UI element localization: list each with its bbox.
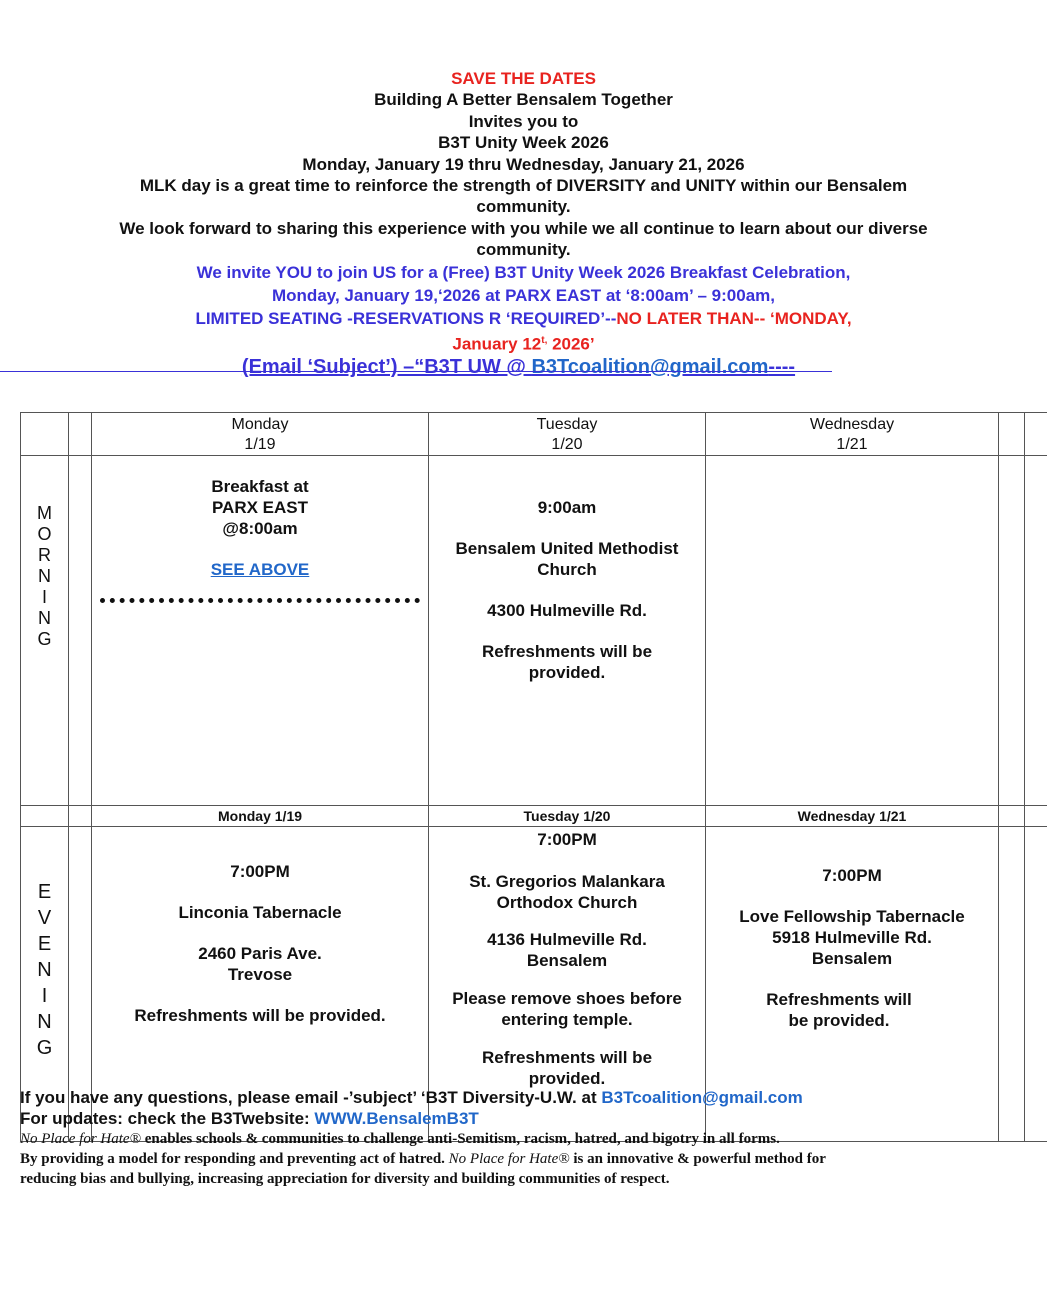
spacer-cell bbox=[1025, 806, 1047, 827]
reservation-line bbox=[0, 307, 1047, 330]
evening-header-row bbox=[21, 806, 1047, 827]
save-the-dates-title: SAVE THE DATES bbox=[451, 69, 596, 88]
morning-wednesday-cell bbox=[706, 456, 999, 806]
day-date: 1/19 bbox=[244, 436, 276, 453]
evening-monday-cell: 7:00PM Linconia Tabernacle 2460 Paris Ave. Trevose Refreshments will be provided. bbox=[92, 827, 429, 1142]
day-header-row bbox=[21, 413, 1047, 456]
deadline-date: January 12 bbox=[452, 334, 542, 354]
see-above-link[interactable]: SEE ABOVE bbox=[210, 560, 310, 579]
invites-text: Invites you to bbox=[468, 111, 579, 131]
day-header-wednesday bbox=[706, 413, 999, 456]
spacer-cell bbox=[999, 413, 1025, 456]
morning-monday-cell: Breakfast at PARX EAST @8:00am SEE ABOVE bbox=[92, 456, 429, 806]
evening-label: E V E N I N G bbox=[21, 827, 69, 1142]
share-line-1: We look forward to sharing this experience with you while we all continue to learn about our diverse bbox=[119, 218, 928, 238]
email-prefix: (Email ‘Subject’) –“B3T UW @ bbox=[241, 355, 532, 378]
spacer-cell bbox=[69, 456, 92, 806]
email-suffix: ---- bbox=[768, 355, 796, 378]
updates-line: For updates: check the B3Twebsite: WWW.BensalemB3T bbox=[20, 1109, 479, 1128]
day-name: Monday bbox=[231, 416, 289, 433]
questions-email-link[interactable]: B3Tcoalition@gmail.com bbox=[601, 1088, 803, 1107]
questions-line: If you have any questions, please email -’subject’ ‘B3T Diversity-U.W. at B3Tcoalition@gmail.com bbox=[20, 1088, 803, 1107]
header-underline bbox=[0, 371, 832, 372]
day-date: 1/21 bbox=[836, 436, 868, 453]
email-subject-line[interactable] bbox=[0, 355, 1047, 379]
website-link[interactable]: WWW.BensalemB3T bbox=[314, 1109, 479, 1128]
spacer-cell bbox=[999, 806, 1025, 827]
day-name: Wednesday bbox=[809, 416, 895, 433]
day-header-monday bbox=[92, 413, 429, 456]
day-name: Tuesday bbox=[536, 416, 598, 433]
spacer-cell bbox=[1025, 413, 1047, 456]
invite-line-2: Monday, January 19,‘2026 at PARX EAST at ‘8:00am’ – 9:00am, bbox=[272, 285, 775, 305]
evening-tuesday-cell: 7:00PM St. Gregorios Malankara Orthodox Church 4136 Hulmeville Rd. Bensalem Please remove shoes before entering temple. Refreshments will be provided. bbox=[429, 827, 706, 1142]
org-name: Building A Better Bensalem Together bbox=[374, 90, 673, 110]
email-link[interactable]: B3Tcoalition@gmail.com bbox=[531, 355, 769, 378]
day-header-tuesday bbox=[429, 413, 706, 456]
evening-wednesday-cell: 7:00PM Love Fellowship Tabernacle 5918 Hulmeville Rd. Bensalem Refreshments will be provided. bbox=[706, 827, 999, 1142]
nph-line-3: reducing bias and bullying, increasing appreciation for diversity and building communities of respect. bbox=[20, 1171, 670, 1187]
nph-line-2: By providing a model for responding and preventing act of hatred. No Place for Hate® is an innovative & powerful method for bbox=[20, 1151, 826, 1167]
spacer-cell bbox=[69, 806, 92, 827]
spacer-cell bbox=[1025, 456, 1047, 806]
morning-label: M O R N I N G bbox=[21, 456, 69, 806]
evening-head-tuesday: Tuesday 1/20 bbox=[429, 806, 706, 827]
corner-cell bbox=[21, 806, 69, 827]
event-name: B3T Unity Week 2026 bbox=[438, 133, 609, 153]
spacer-cell bbox=[999, 456, 1025, 806]
spacer-cell bbox=[69, 413, 92, 456]
footer bbox=[20, 1087, 1030, 1189]
morning-row bbox=[21, 456, 1047, 806]
evening-head-wednesday: Wednesday 1/21 bbox=[706, 806, 999, 827]
limited-seating-text: LIMITED SEATING -RESERVATIONS R ‘REQUIRED’-- bbox=[195, 308, 617, 328]
day-date: 1/20 bbox=[551, 436, 583, 453]
invite-line-1: We invite YOU to join US for a (Free) B3T Unity Week 2026 Breakfast Celebration, bbox=[196, 262, 851, 282]
dotted-divider bbox=[100, 598, 420, 603]
invitation-header bbox=[0, 68, 1047, 379]
deadline-year: 2026’ bbox=[547, 334, 595, 354]
morning-tuesday-cell: 9:00am Bensalem United Methodist Church 4300 Hulmeville Rd. Refreshments will be provided. bbox=[429, 456, 706, 806]
deadline-sup: t, bbox=[541, 334, 548, 346]
no-later-text: NO LATER THAN-- ‘MONDAY, bbox=[616, 308, 852, 328]
nph-line-1: No Place for Hate® enables schools & communities to challenge anti-Semitism, racism, hatred, and bigotry in all forms. bbox=[20, 1131, 780, 1147]
schedule-table bbox=[20, 412, 1047, 1142]
share-line-2: community. bbox=[476, 240, 571, 260]
event-dates: Monday, January 19 thru Wednesday, January 21, 2026 bbox=[302, 154, 745, 174]
mlk-line-2: community. bbox=[476, 197, 571, 217]
deadline-line bbox=[0, 330, 1047, 355]
evening-head-monday: Monday 1/19 bbox=[92, 806, 429, 827]
corner-cell bbox=[21, 413, 69, 456]
mlk-line-1: MLK day is a great time to reinforce the strength of DIVERSITY and UNITY within our Bensalem bbox=[139, 176, 908, 196]
